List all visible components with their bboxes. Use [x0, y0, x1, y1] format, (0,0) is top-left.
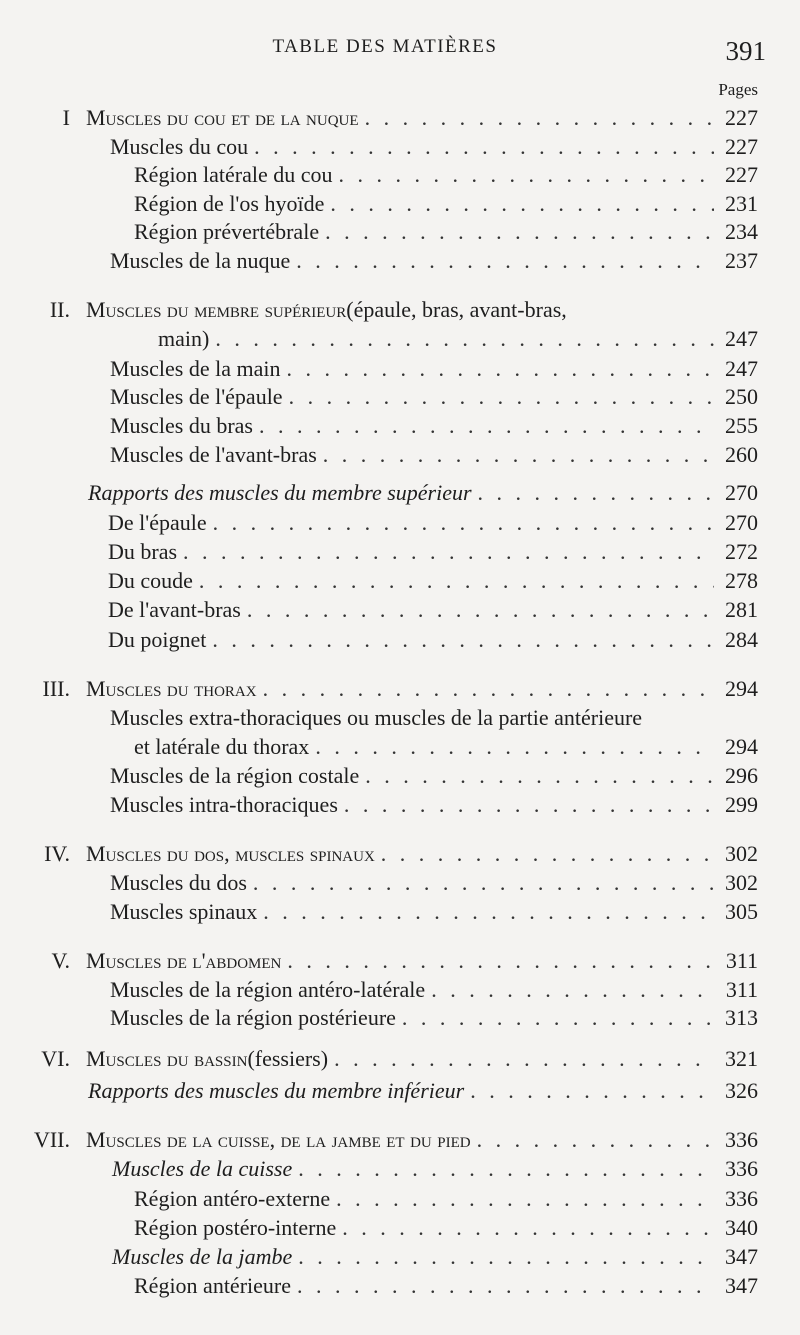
toc-entry	[0, 161, 758, 189]
toc-entry-title: Du coude	[108, 568, 193, 593]
dot-leader	[289, 383, 714, 411]
dot-leader	[298, 1155, 714, 1183]
dot-leader	[213, 509, 714, 537]
toc-page-number: 336	[725, 1127, 758, 1152]
toc-entry-title: Région de l'os hyoïde	[134, 191, 325, 216]
toc-entry	[0, 567, 758, 595]
dot-leader	[297, 1272, 714, 1300]
toc-page-number: 321	[725, 1046, 758, 1071]
toc-entry-title: Muscles du bassin	[86, 1046, 248, 1071]
toc-entry	[0, 733, 758, 761]
toc-page-number: 340	[725, 1215, 758, 1240]
toc-page-number: 326	[725, 1078, 758, 1103]
dot-leader	[344, 791, 714, 819]
toc-entry-title: Rapports des muscles du membre inférieur	[88, 1078, 465, 1103]
dot-leader	[298, 1243, 714, 1271]
toc-entry-title: Muscles intra-thoraciques	[110, 792, 338, 817]
toc-entry-title: Région prévertébrale	[134, 219, 320, 244]
toc-entry-title: Muscles de l'avant-bras	[110, 442, 317, 467]
dot-leader	[334, 1045, 714, 1073]
toc-entry-title: Muscles de la cuisse, de la jambe et du pied	[86, 1127, 471, 1152]
toc-entry	[0, 1243, 758, 1271]
toc-entry	[0, 1272, 758, 1300]
dot-leader	[263, 675, 714, 703]
toc-entry-title: Rapports des muscles du membre supérieur	[88, 480, 472, 505]
dot-leader	[381, 840, 714, 868]
dot-leader	[259, 412, 714, 440]
toc-entry	[0, 762, 758, 790]
toc-entry-title: Muscles de la région antéro-latérale	[110, 977, 426, 1002]
section-numeral: I	[62, 105, 70, 130]
section-numeral: III.	[42, 676, 70, 701]
toc-page-number: 247	[725, 326, 758, 351]
toc-entry-title: Muscles du bras	[110, 413, 253, 438]
dot-leader	[315, 733, 714, 761]
dot-leader	[183, 538, 714, 566]
dot-leader	[478, 479, 714, 507]
dot-leader	[212, 626, 714, 654]
toc-page-number: 347	[725, 1273, 758, 1298]
toc-entry	[0, 355, 758, 383]
toc-entry	[0, 976, 758, 1004]
toc-entry-title: Région antérieure	[134, 1273, 291, 1298]
dot-leader	[365, 104, 714, 132]
toc-entry	[0, 1077, 758, 1105]
dot-leader	[477, 1126, 714, 1154]
toc-page-number: 234	[725, 219, 758, 244]
dot-leader	[263, 898, 714, 926]
dot-leader	[470, 1077, 714, 1105]
toc-entry-title: Région antéro-externe	[134, 1186, 331, 1211]
toc-entry	[0, 1126, 758, 1154]
toc-entry-title: Muscles de la nuque	[110, 248, 291, 273]
toc-entry	[0, 383, 758, 411]
dot-leader	[365, 762, 714, 790]
toc-entry	[0, 247, 758, 275]
dot-leader	[215, 325, 714, 353]
toc-entry	[0, 296, 758, 324]
toc-page-number: 296	[725, 763, 758, 788]
toc-entry-title: Muscles du membre supérieur	[86, 297, 347, 322]
toc-page-number: 278	[725, 568, 758, 593]
toc-page-number: 336	[725, 1156, 758, 1181]
toc-page-number: 302	[725, 870, 758, 895]
toc-entry-title: Du bras	[108, 539, 178, 564]
toc-entry	[0, 675, 758, 703]
toc-entry-title: Région postéro-interne	[134, 1215, 337, 1240]
toc-entry	[0, 441, 758, 469]
toc-entry	[0, 509, 758, 537]
toc-entry	[0, 626, 758, 654]
dot-leader	[199, 567, 714, 595]
toc-entry	[0, 704, 758, 732]
dot-leader	[431, 976, 714, 1004]
toc-entry-title: Muscles de la région postérieure	[110, 1005, 396, 1030]
toc-page-number: 299	[725, 792, 758, 817]
toc-entry	[0, 1045, 758, 1073]
toc-entry-title: Muscles de la main	[110, 356, 281, 381]
toc-page-number: 311	[725, 977, 758, 1002]
toc-entry	[0, 898, 758, 926]
pages-column-label: Pages	[718, 80, 758, 99]
toc-entry-title: Muscles spinaux	[110, 899, 258, 924]
section-numeral: VI.	[41, 1046, 70, 1071]
toc-entry	[0, 869, 758, 897]
section-numeral: VII.	[33, 1127, 70, 1152]
toc-entry-title: Muscles du cou et de la nuque	[86, 105, 359, 130]
toc-page-number: 227	[725, 134, 758, 159]
toc-page-number: 294	[725, 734, 758, 759]
toc-entry	[0, 1214, 758, 1242]
toc-page-number: 294	[725, 676, 758, 701]
dot-leader	[402, 1004, 714, 1032]
dot-leader	[286, 355, 714, 383]
toc-page-number: 247	[725, 356, 758, 381]
toc-entry	[0, 791, 758, 819]
dot-leader	[330, 190, 714, 218]
dot-leader	[323, 441, 714, 469]
dot-leader	[336, 1185, 714, 1213]
toc-page-number: 347	[725, 1244, 758, 1269]
toc-entry	[0, 840, 758, 868]
toc-entry-subtitle: (épaule, bras, avant-bras,	[346, 297, 567, 322]
toc-page-number: 284	[725, 627, 758, 652]
toc-page-number: 311	[725, 948, 758, 973]
toc-page-number: 272	[725, 539, 758, 564]
toc-entry-title: Muscles de la région costale	[110, 763, 360, 788]
toc-entry-title: Muscles de la cuisse	[112, 1156, 293, 1181]
dot-leader	[342, 1214, 714, 1242]
toc-entry-title: Muscles du thorax	[86, 676, 257, 701]
toc-entry	[0, 104, 758, 132]
toc-entry-subtitle: (fessiers)	[247, 1046, 329, 1071]
toc-entry	[0, 218, 758, 246]
toc-page-number: 250	[725, 384, 758, 409]
toc-entry-title: Muscles de la jambe	[112, 1244, 293, 1269]
toc-page-number: 302	[725, 841, 758, 866]
toc-entry-title: Muscles de l'abdomen	[86, 948, 282, 973]
toc-entry	[0, 947, 758, 975]
toc-entry-title: Muscles de l'épaule	[110, 384, 283, 409]
toc-page-number: 336	[725, 1186, 758, 1211]
toc-entry-title: De l'épaule	[108, 510, 207, 535]
toc-entry	[0, 596, 758, 624]
toc-entry	[0, 538, 758, 566]
toc-entry-title: Muscles du dos	[110, 870, 247, 895]
dot-leader	[254, 133, 714, 161]
toc-page-number: 305	[725, 899, 758, 924]
section-numeral: IV.	[44, 841, 70, 866]
toc-entry-title: Muscles du cou	[110, 134, 249, 159]
toc-page-number: 237	[725, 248, 758, 273]
toc-entry	[0, 190, 758, 218]
toc-page-number: 260	[725, 442, 758, 467]
toc-page-number: 270	[725, 510, 758, 535]
toc-entry-title: Région latérale du cou	[134, 162, 333, 187]
dot-leader	[287, 947, 714, 975]
toc-entry-title: Du poignet	[108, 627, 207, 652]
page-number: 391	[725, 36, 766, 66]
toc-entry	[0, 1004, 758, 1032]
toc-page-number: 231	[725, 191, 758, 216]
dot-leader	[296, 247, 714, 275]
toc-entry-title: Muscles du dos, muscles spinaux	[86, 841, 375, 866]
toc-entry-title: main)	[158, 326, 210, 351]
toc-entry	[0, 325, 758, 353]
toc-entry	[0, 412, 758, 440]
toc-page-number: 227	[725, 105, 758, 130]
toc-entry-title: De l'avant-bras	[108, 597, 241, 622]
dot-leader	[325, 218, 714, 246]
toc-entry	[0, 1155, 758, 1183]
dot-leader	[339, 161, 714, 189]
toc-entry	[0, 1185, 758, 1213]
toc-page-number: 313	[725, 1005, 758, 1030]
toc-page-number: 255	[725, 413, 758, 438]
dot-leader	[247, 596, 714, 624]
section-numeral: V.	[51, 948, 70, 973]
section-numeral: II.	[49, 297, 70, 322]
running-header-title: TABLE DES MATIÈRES	[272, 36, 498, 57]
toc-entry	[0, 133, 758, 161]
toc-page-number: 281	[725, 597, 758, 622]
toc-page-number: 270	[725, 480, 758, 505]
dot-leader	[253, 869, 714, 897]
toc-entry-title: et latérale du thorax	[134, 734, 310, 759]
toc-entry	[0, 479, 758, 507]
toc-page-number: 227	[725, 162, 758, 187]
toc-entry-title: Muscles extra-thoraciques ou muscles de la partie antérieure	[110, 705, 643, 730]
